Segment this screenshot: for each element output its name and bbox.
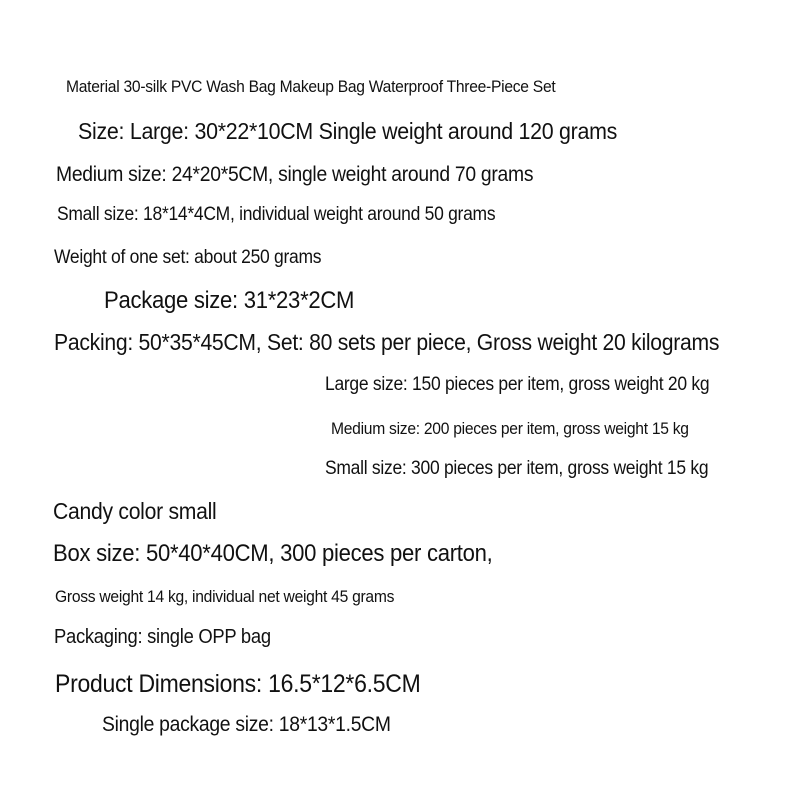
candy-color-heading: Candy color small — [53, 498, 217, 524]
gross-weight-line: Gross weight 14 kg, individual net weight 45 grams — [55, 587, 395, 606]
large-packing-line: Large size: 150 pieces per item, gross weight 20 kg — [325, 374, 710, 395]
set-weight-line: Weight of one set: about 250 grams — [54, 247, 322, 268]
product-title: Material 30-silk PVC Wash Bag Makeup Bag Waterproof Three-Piece Set — [66, 77, 556, 96]
package-size-line: Package size: 31*23*2CM — [104, 287, 355, 314]
large-size-line: Size: Large: 30*22*10CM Single weight around 120 grams — [78, 118, 618, 144]
packaging-line: Packaging: single OPP bag — [54, 626, 271, 648]
small-packing-line: Small size: 300 pieces per item, gross weight 15 kg — [325, 458, 709, 479]
small-size-line: Small size: 18*14*4CM, individual weight around 50 grams — [57, 204, 496, 225]
medium-packing-line: Medium size: 200 pieces per item, gross weight 15 kg — [331, 419, 689, 438]
single-package-size-line: Single package size: 18*13*1.5CM — [102, 713, 391, 736]
box-size-line: Box size: 50*40*40CM, 300 pieces per carton, — [53, 540, 493, 567]
packing-line: Packing: 50*35*45CM, Set: 80 sets per piece, Gross weight 20 kilograms — [54, 329, 720, 355]
medium-size-line: Medium size: 24*20*5CM, single weight around 70 grams — [56, 163, 534, 186]
product-dimensions-line: Product Dimensions: 16.5*12*6.5CM — [55, 670, 421, 698]
